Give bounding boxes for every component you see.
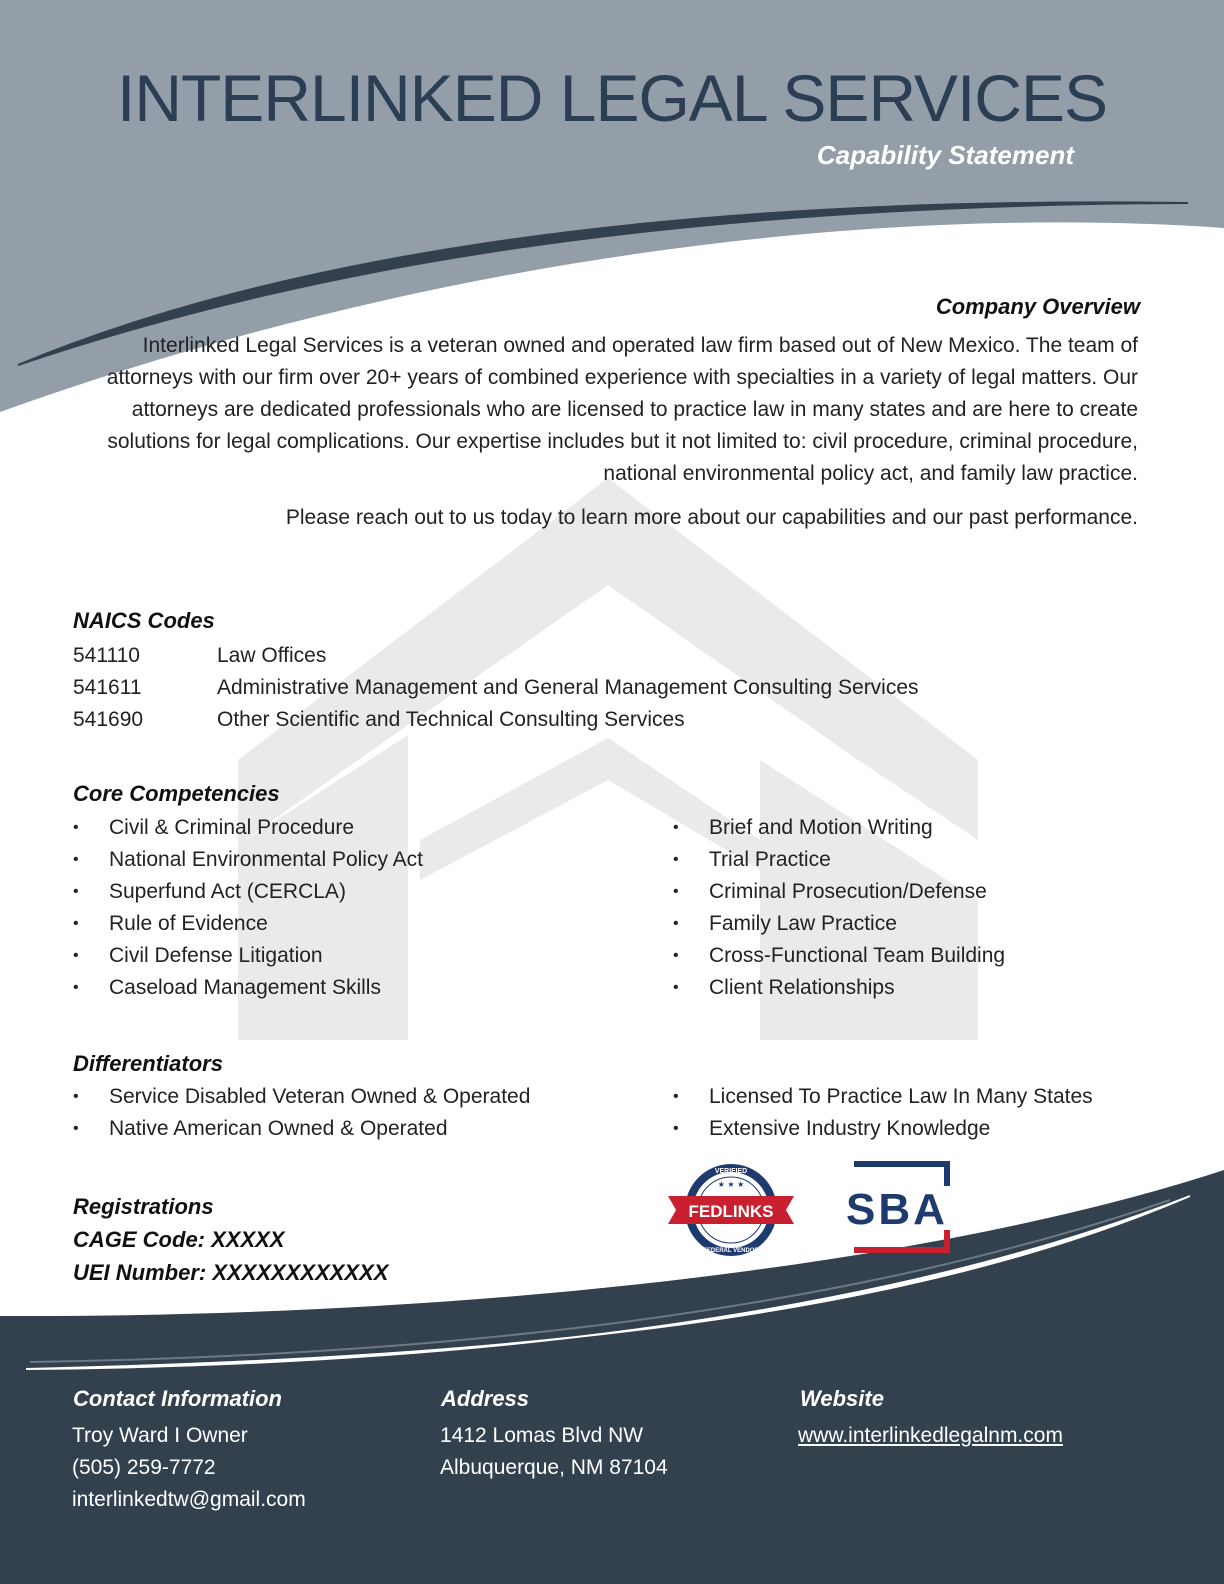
- fedlinks-vendor-text: FEDERAL VENDOR: [703, 1248, 759, 1254]
- page-subtitle: Capability Statement: [816, 140, 1074, 170]
- contact-phone[interactable]: (505) 259-7772: [72, 1456, 216, 1479]
- uei-number: UEI Number: XXXXXXXXXXXX: [73, 1260, 389, 1285]
- website-link[interactable]: www.interlinkedlegalnm.com: [798, 1424, 1063, 1447]
- contact-heading: Contact Information: [73, 1386, 282, 1411]
- list-item: • Service Disabled Veteran Owned & Operated: [73, 1081, 653, 1113]
- contact-email[interactable]: interlinkedtw@gmail.com: [72, 1488, 306, 1511]
- list-item: • Criminal Prosecution/Defense: [673, 876, 1193, 908]
- address-block: [440, 1420, 668, 1484]
- list-item: • Brief and Motion Writing: [673, 812, 1193, 844]
- naics-description: Administrative Management and General Management Consulting Services: [217, 676, 919, 699]
- list-item: • Superfund Act (CERCLA): [73, 876, 633, 908]
- overview-paragraph-2: Please reach out to us today to learn more about our capabilities and our past performance.: [285, 506, 1138, 529]
- differentiators-heading: Differentiators: [73, 1051, 223, 1076]
- contact-block: [72, 1420, 306, 1516]
- naics-row: [73, 640, 919, 672]
- differentiators-right-list: [673, 1081, 1193, 1145]
- sba-logo: [842, 1160, 972, 1255]
- overview-paragraph-1: Interlinked Legal Services is a veteran owned and operated law firm based out of New Mexico. The team of attorneys with our firm over 20+ years of combined experience with specialties in a variety of legal matters. Our attorneys are dedicated professionals who are licensed to practice law in many states and are here to create solutions for legal complications. Our expertise includes but it not limited to: civil procedure, criminal procedure, national environmental policy act, and family law practice.: [106, 334, 1138, 485]
- registrations-heading: Registrations: [73, 1194, 214, 1219]
- list-item: • Licensed To Practice Law In Many States: [673, 1081, 1193, 1113]
- naics-row: [73, 704, 919, 736]
- naics-row: [73, 672, 919, 704]
- competencies-heading: Core Competencies: [73, 781, 280, 806]
- naics-heading: NAICS Codes: [73, 608, 215, 633]
- fedlinks-logo: [666, 1160, 796, 1260]
- competencies-right-list: [673, 812, 1193, 1004]
- fedlinks-text: FEDLINKS: [688, 1202, 774, 1221]
- list-item: • Cross-Functional Team Building: [673, 940, 1193, 972]
- list-item: • Family Law Practice: [673, 908, 1193, 940]
- naics-description: Other Scientific and Technical Consulting Services: [217, 708, 685, 731]
- address-line-1: 1412 Lomas Blvd NW: [440, 1424, 644, 1447]
- list-item: • Civil & Criminal Procedure: [73, 812, 633, 844]
- naics-code: 541690: [73, 708, 144, 731]
- list-item: • Rule of Evidence: [73, 908, 633, 940]
- cage-code: CAGE Code: XXXXX: [73, 1227, 285, 1252]
- list-item: • Extensive Industry Knowledge: [673, 1113, 1193, 1145]
- address-heading: Address: [441, 1386, 530, 1411]
- list-item: • Client Relationships: [673, 972, 1193, 1004]
- competencies-left-list: [73, 812, 633, 1004]
- list-item: • National Environmental Policy Act: [73, 844, 633, 876]
- list-item: • Trial Practice: [673, 844, 1193, 876]
- list-item: • Civil Defense Litigation: [73, 940, 633, 972]
- naics-description: Law Offices: [217, 644, 327, 667]
- address-line-2: Albuquerque, NM 87104: [440, 1456, 668, 1479]
- naics-code: 541611: [73, 676, 142, 699]
- naics-code: 541110: [73, 644, 140, 667]
- contact-name: Troy Ward I Owner: [72, 1424, 248, 1447]
- list-item: • Caseload Management Skills: [73, 972, 633, 1004]
- differentiators-left-list: [73, 1081, 653, 1145]
- registrations-block: [73, 1190, 388, 1289]
- overview-heading: Company Overview: [935, 294, 1140, 319]
- overview-text: [58, 330, 1138, 534]
- website-heading: Website: [800, 1386, 884, 1411]
- naics-list: [73, 640, 919, 736]
- page-title: INTERLINKED LEGAL SERVICES: [116, 61, 1107, 135]
- stars-icon: ★ ★ ★: [717, 1180, 745, 1189]
- list-item: • Native American Owned & Operated: [73, 1113, 653, 1145]
- sba-text: SBA: [846, 1185, 948, 1234]
- fedlinks-verified-text: VERIFIED: [714, 1168, 748, 1175]
